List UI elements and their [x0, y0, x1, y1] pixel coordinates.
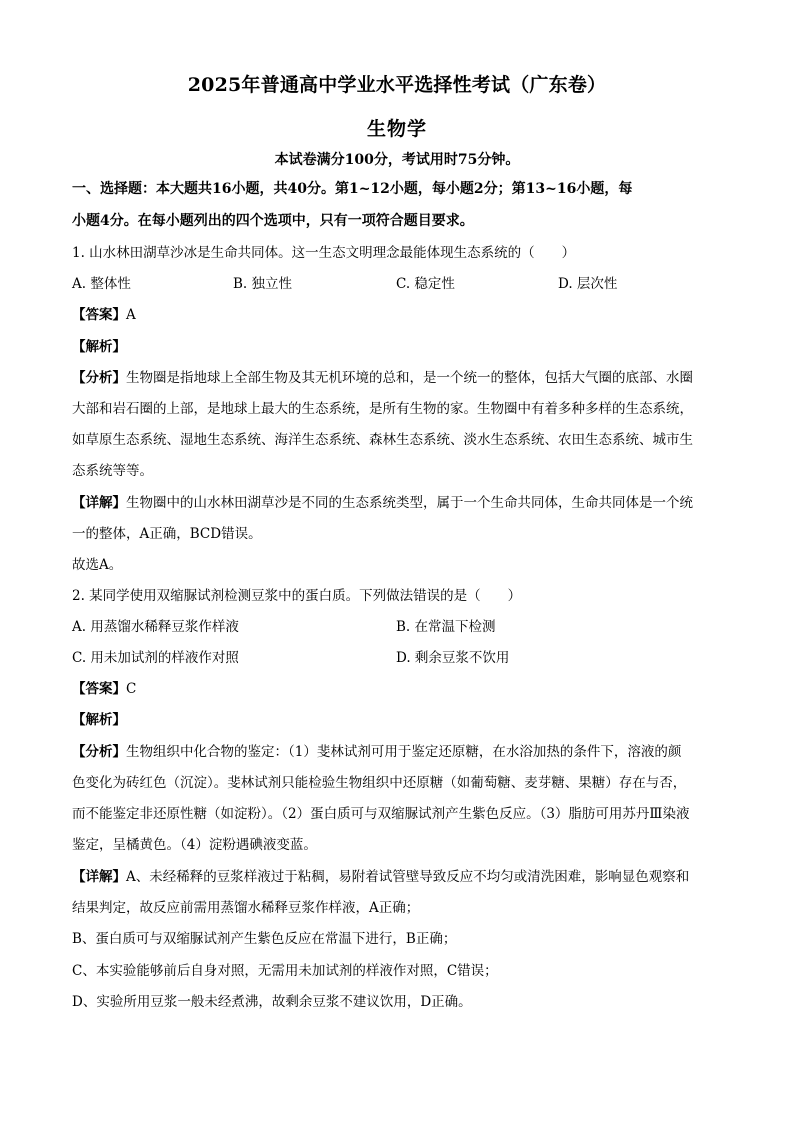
q1-fenxi-line-3: 如草原生态系统、湿地生态系统、海洋生态系统、森林生态系统、淡水生态系统、农田生态系统、城市生 — [72, 432, 693, 448]
q1-option-a: A. 整体性 — [72, 276, 131, 292]
q1-answer-tag: 【答案】 — [72, 307, 126, 323]
q2-answer — [72, 680, 136, 698]
q1-option-d: D. 层次性 — [558, 276, 618, 292]
q2-fenxi-line-3: 而不能鉴定非还原性糖（如淀粉）。（2）蛋白质可与双缩脲试剂产生紫色反应。（3）脂肪可用苏丹Ⅲ染液 — [72, 806, 690, 822]
q2-option-b: B. 在常温下检测 — [396, 619, 496, 635]
q2-option-a: A. 用蒸馏水稀释豆浆作样液 — [72, 619, 239, 635]
section-heading-line-1: 一、选择题：本大题共16小题，共40分。第1~12小题，每小题2分；第13~16小题，每 — [72, 181, 633, 197]
q2-detail-line-3: B、蛋白质可与双缩脲试剂产生紫色反应在常温下进行，B正确； — [72, 931, 457, 947]
q2-fenxi-tag: 【分析】 — [72, 744, 126, 760]
q1-analysis-tag: 【解析】 — [72, 339, 126, 355]
q1-fenxi-text-1: 生物圈是指地球上全部生物及其无机环境的总和，是一个统一的整体，包括大气圈的底部、水圈 — [126, 370, 693, 386]
q2-fenxi-text-1: 生物组织中化合物的鉴定：（1）斐林试剂可用于鉴定还原糖，在水浴加热的条件下，溶液的颜 — [126, 744, 682, 760]
q2-analysis-tag: 【解析】 — [72, 712, 126, 728]
q1-detail-tag: 【详解】 — [72, 495, 126, 511]
exam-title: 2025年普通高中学业水平选择性考试（广东卷） — [187, 74, 607, 96]
q2-option-d: D. 剩余豆浆不饮用 — [396, 650, 510, 666]
q1-detail-line-1 — [72, 494, 693, 512]
q2-stem: 2. 某同学使用双缩脲试剂检测豆浆中的蛋白质。下列做法错误的是（ ） — [72, 588, 522, 604]
q2-option-c: C. 用未加试剂的样液作对照 — [72, 650, 239, 666]
q2-detail-text-1: A、未经稀释的豆浆样液过于粘稠，易附着试管壁导致反应不均匀或清洗困难，影响显色观察和 — [126, 869, 690, 885]
q1-answer — [72, 306, 136, 324]
q2-detail-tag: 【详解】 — [72, 869, 126, 885]
q2-detail-line-2: 结果判定，故反应前需用蒸馏水稀释豆浆作样液，A正确； — [72, 900, 420, 916]
q2-fenxi-line-1 — [72, 743, 681, 761]
q1-fenxi-line-4: 态系统等等。 — [72, 463, 153, 479]
q1-fenxi-tag: 【分析】 — [72, 370, 126, 386]
q2-detail-line-5: D、实验所用豆浆一般未经煮沸，故剩余豆浆不建议饮用，D正确。 — [72, 994, 472, 1010]
q1-detail-text-1: 生物圈中的山水林田湖草沙是不同的生态系统类型，属于一个生命共同体，生命共同体是一个统 — [126, 495, 693, 511]
q1-option-b: B. 独立性 — [233, 276, 293, 292]
subject-title: 生物学 — [366, 118, 427, 140]
q1-stem: 1. 山水林田湖草沙冰是生命共同体。这一生态文明理念最能体现生态系统的（ ） — [72, 245, 576, 261]
q2-detail-line-4: C、本实验能够前后自身对照，无需用未加试剂的样液作对照，C错误； — [72, 963, 498, 979]
q2-answer-tag: 【答案】 — [72, 681, 126, 697]
exam-notice: 本试卷满分100分，考试用时75分钟。 — [274, 152, 520, 168]
q1-option-c: C. 稳定性 — [396, 276, 455, 292]
section-heading-line-2: 小题4分。在每小题列出的四个选项中，只有一项符合题目要求。 — [72, 213, 474, 229]
q1-fenxi-line-2: 大部和岩石圈的上部，是地球上最大的生态系统，是所有生物的家。生物圈中有着多种多样的生态系统， — [72, 401, 693, 417]
q2-fenxi-line-2: 色变化为砖红色（沉淀）。斐林试剂只能检验生物组织中还原糖（如葡萄糖、麦芽糖、果糖）存在与否， — [72, 775, 687, 791]
q1-answer-value: A — [126, 307, 136, 323]
q1-fenxi-line-1 — [72, 369, 693, 387]
q2-fenxi-line-4: 鉴定，呈橘黄色。（4）淀粉遇碘液变蓝。 — [72, 837, 317, 853]
q1-choice: 故选A。 — [72, 557, 123, 573]
q1-detail-line-2: 一的整体，A正确，BCD错误。 — [72, 526, 262, 542]
q2-answer-value: C — [126, 681, 137, 697]
q2-detail-line-1 — [72, 868, 689, 886]
